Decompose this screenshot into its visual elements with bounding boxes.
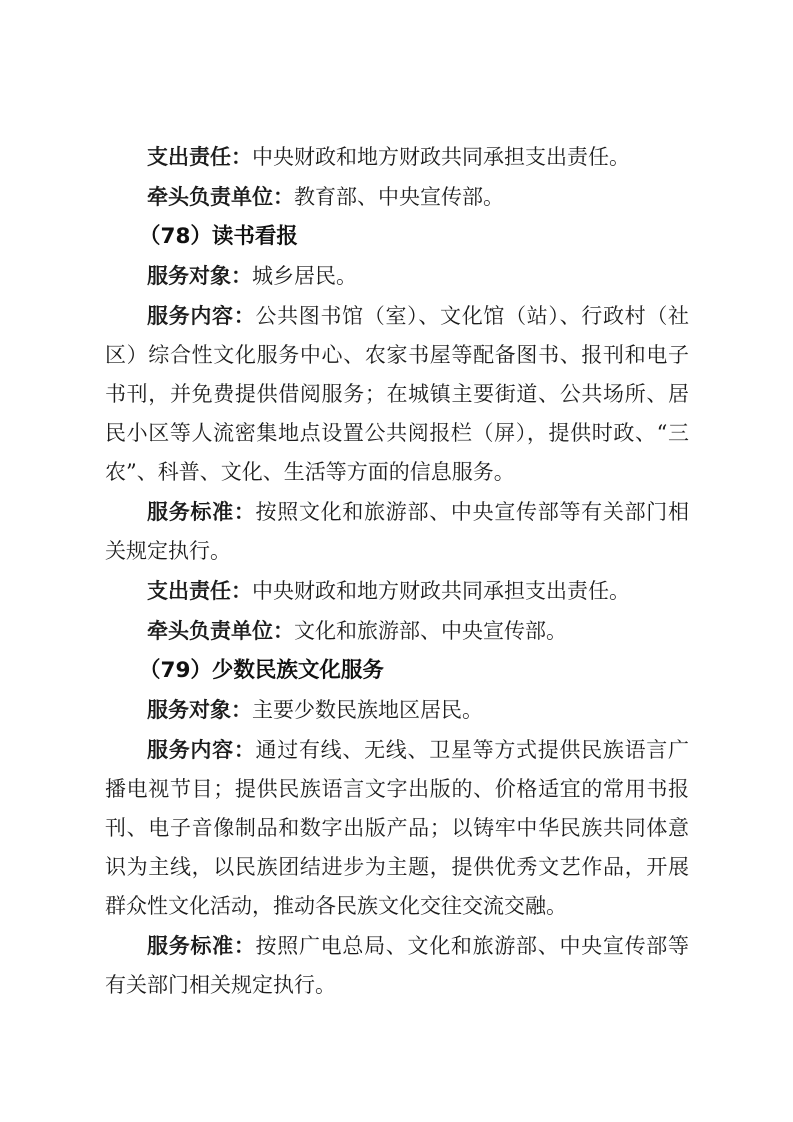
paragraph-label: 服务对象： [147, 697, 252, 722]
paragraph-text: 公共图书馆（室）、文化馆（站）、行政村（社区）综合性文化服务中心、农家书屋等配备图书、报刊和电子书刊，并免费提供借阅服务；在城镇主要街道、公共场所、居民小区等人流密集地点设置公共阅报栏（屏），提供时政、“三农”、科普、文化、生活等方面的信息服务。 [105, 304, 690, 484]
paragraph-text: 文化和旅游部、中央宣传部。 [294, 619, 567, 643]
paragraph-label: 支出责任： [147, 144, 252, 169]
paragraph-label: 牵头负责单位： [147, 618, 294, 643]
paragraph-text: 中央财政和地方财政共同承担支出责任。 [252, 579, 630, 603]
paragraph-lead-unit [105, 611, 689, 651]
paragraph-label: 服务内容： [147, 303, 256, 328]
section-heading-79: （79）少数民族文化服务 [139, 658, 384, 683]
paragraph-text: 教育部、中央宣传部。 [294, 185, 504, 209]
paragraph-label: 牵头负责单位： [147, 184, 294, 209]
paragraph-label: 服务内容： [147, 737, 256, 762]
section-heading-78: （78）读书看报 [139, 224, 298, 249]
paragraph-service-standard [105, 492, 689, 571]
paragraph-text: 按照广电总局、文化和旅游部、中央宣传部等有关部门相关规定执行。 [105, 934, 690, 997]
paragraph-expenditure-responsibility [105, 571, 689, 611]
paragraph-text: 通过有线、无线、卫星等方式提供民族语言广播电视节目；提供民族语言文字出版的、价格适宜的常用书报刊、电子音像制品和数字出版产品；以铸牢中华民族共同体意识为主线，以民族团结进步为主题，提供优秀文艺作品，开展群众性文化活动，推动各民族文化交往交流交融。 [105, 738, 690, 918]
paragraph-label: 服务标准： [147, 499, 256, 524]
paragraph-label: 支出责任： [147, 578, 252, 603]
paragraph-text: 城乡居民。 [252, 264, 357, 288]
paragraph-text: 主要少数民族地区居民。 [252, 698, 483, 722]
paragraph-service-target [105, 690, 689, 730]
paragraph-expenditure-responsibility [105, 137, 689, 177]
paragraph-service-standard [105, 926, 689, 1005]
paragraph-label: 服务对象： [147, 263, 252, 288]
paragraph-service-content [105, 730, 689, 926]
paragraph-service-content [105, 296, 689, 492]
paragraph-service-target [105, 256, 689, 296]
paragraph-label: 服务标准： [147, 933, 256, 958]
paragraph-text: 中央财政和地方财政共同承担支出责任。 [252, 145, 630, 169]
paragraph-text: 按照文化和旅游部、中央宣传部等有关部门相关规定执行。 [105, 500, 690, 563]
paragraph-lead-unit [105, 177, 689, 217]
